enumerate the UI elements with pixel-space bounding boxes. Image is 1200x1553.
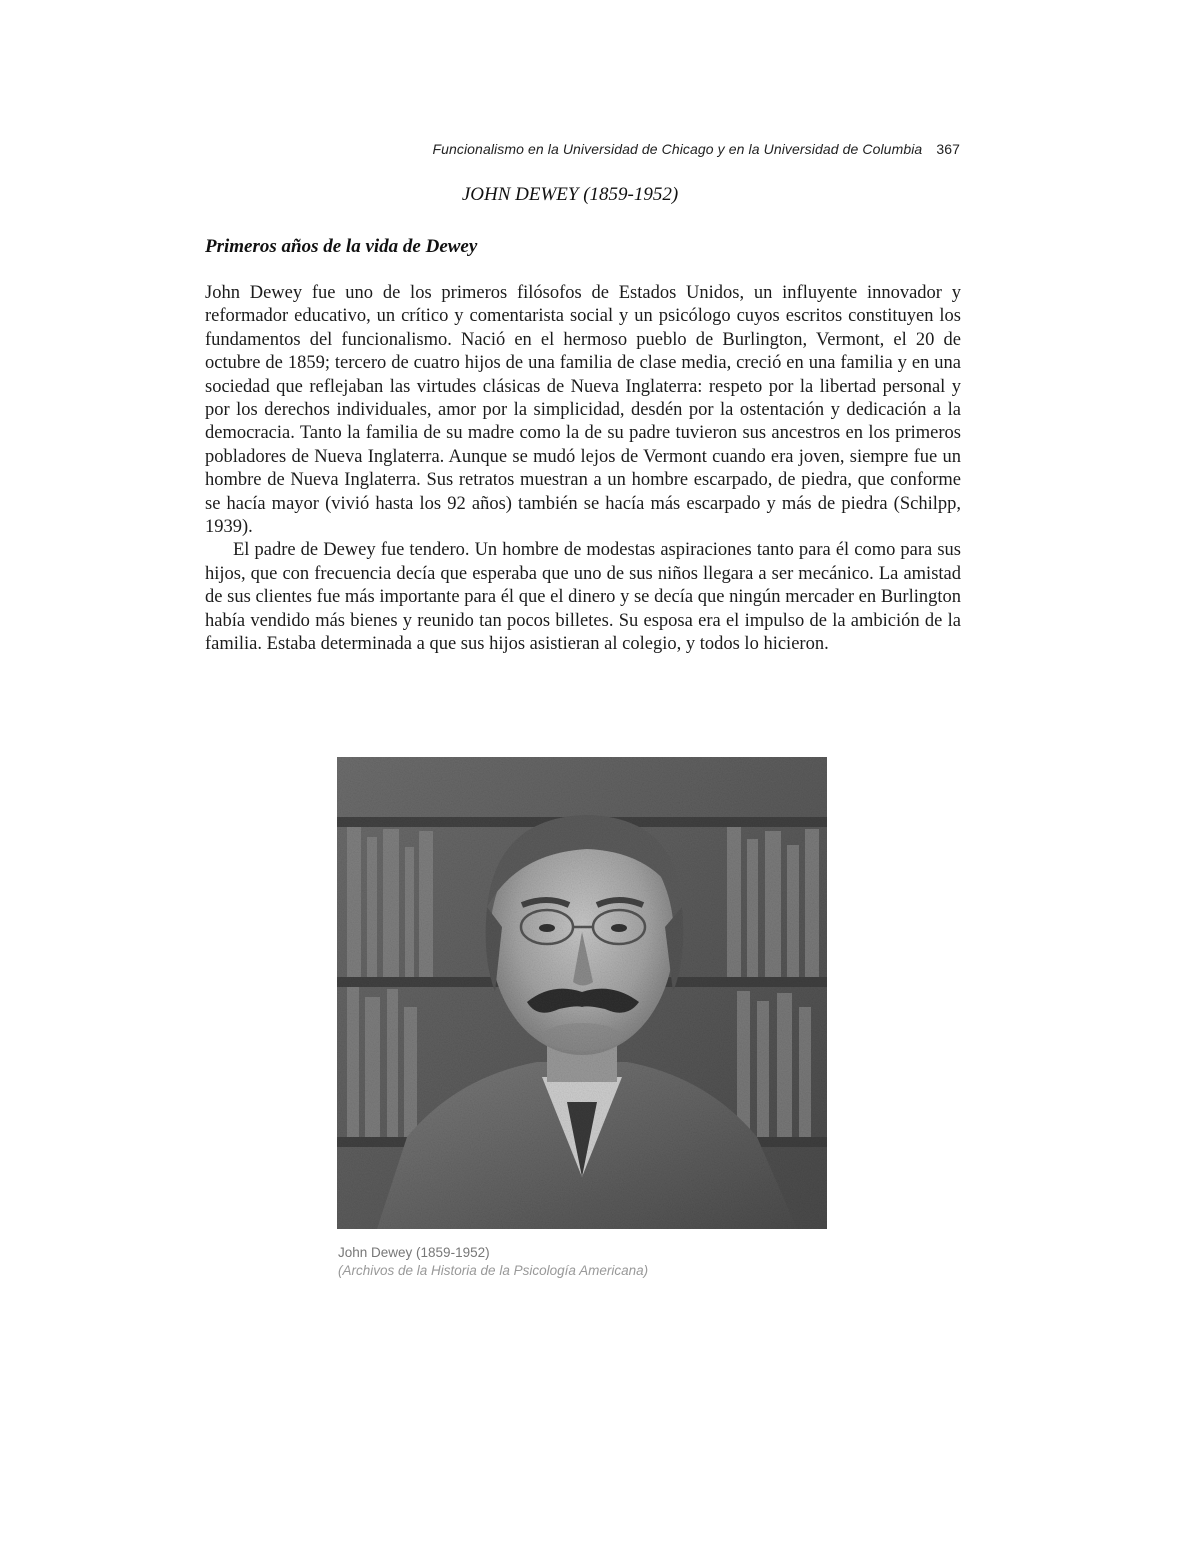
portrait-photo — [337, 757, 827, 1229]
caption-title: John Dewey (1859-1952) — [338, 1245, 490, 1260]
body-text — [205, 282, 961, 657]
paragraph: John Dewey fue uno de los primeros filósofos de Estados Unidos, un influyente innovador y reformador educativo, un crítico y comentarista social y un psicólogo cuyos escritos constituyen los fundamentos del funcionalismo. Nació en el hermoso pueblo de Burlington, Vermont, el 20 de octubre de 1859; tercero de cuatro hijos de una familia de clase media, creció en una familia y en una sociedad que reflejaban las virtudes clásicas de Nueva Inglaterra: respeto por la libertad personal y por los derechos individuales, amor por la simplicidad, desdén por la ostentación y dedicación a la democracia. Tanto la familia de su madre como la de su padre tuvieron sus ancestros en los primeros pobladores de Nueva Inglaterra. Aunque se mudó lejos de Vermont cuando era joven, siempre fue un hombre de Nueva Inglaterra. Sus retratos muestran a un hombre escarpado, de piedra, que conforme se hacía mayor (vivió hasta los 92 años) también se hacía más escarpado y más de piedra (Schilpp, 1939). — [205, 283, 961, 538]
running-header-title: Funcionalismo en la Universidad de Chicago y en la Universidad de Columbia — [432, 141, 923, 157]
paragraph: El padre de Dewey fue tendero. Un hombre de modestas aspiraciones tanto para él como para sus hijos, que con frecuencia decía que esperaba que uno de sus niños llegara a ser mecánico. La amistad de sus clientes fue más importante para él que el dinero y se decía que ningún mercader en Burlington había vendido más bienes y reunido tan pocos billetes. Su esposa era el impulso de la ambición de la familia. Estaba determinada a que sus hijos asistieran al colegio, y todos lo hicieron. — [205, 540, 961, 655]
caption-credit: (Archivos de la Historia de la Psicología Americana) — [338, 1263, 649, 1278]
chapter-title: JOHN DEWEY (1859-1952) — [461, 184, 679, 205]
running-header — [200, 141, 960, 157]
page-number: 367 — [936, 141, 960, 157]
figure-caption — [338, 1244, 648, 1280]
section-heading: Primeros años de la vida de Dewey — [205, 236, 478, 257]
